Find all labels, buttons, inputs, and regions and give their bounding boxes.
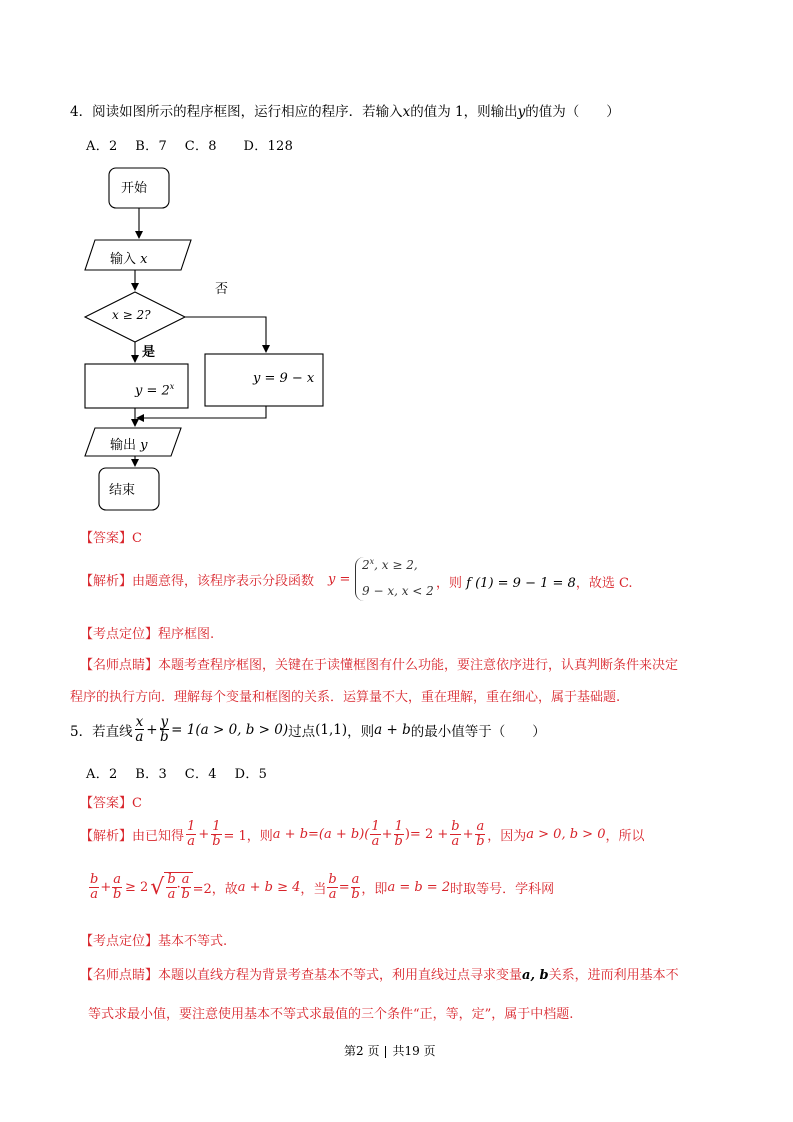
- q5-mingshi-line1: 【名师点睛】本题以直线方程为背景考查基本不等式，利用直线过点寻求变量a, b关系，进而利用基本不: [80, 968, 679, 983]
- q4-analysis: 【解析】由题意得，该程序表示分段函数: [80, 574, 315, 589]
- q4-analysis-result: ，则 f (1) = 9 − 1 = 8，故选 C.: [436, 576, 633, 591]
- page-total: 共19 页: [392, 1044, 436, 1058]
- q4-kaodian: 【考点定位】程序框图.: [80, 627, 215, 642]
- flow-no-formula: y = 9 − x: [253, 371, 315, 386]
- q4-stem: 4．阅读如图所示的程序框图，运行相应的程序．若输入x的值为 1，则输出y的值为（ ）: [70, 104, 620, 120]
- q4-analysis-y: y =: [328, 572, 351, 587]
- piecewise-line2: 9 − x, x < 2: [362, 584, 434, 598]
- q4-mingshi-line1: 【名师点睛】本题考查程序框图，关键在于读懂框图有什么功能，要注意依序进行，认真判断条件来决定: [80, 658, 679, 673]
- flow-start-label: 开始: [121, 181, 148, 196]
- q5-stem: 5． 若直线 $\frac{x}{a}$ + $\frac{y}{b}$ = 1(a > 0, b > 0) 过点 (1,1) ，则 a + b 的最小值等于（ ）: [70, 714, 546, 745]
- flow-yes-formula: $y = 2^x$: [135, 382, 175, 399]
- q5-options: A．2 B．3 C．4 D．5: [86, 767, 268, 782]
- flow-output-label: 输出 y: [110, 438, 148, 453]
- flow-end-label: 结束: [109, 483, 136, 498]
- flow-yes-label: 是: [142, 345, 156, 360]
- q5-analysis-line2: $\frac{b}{a}$ + $\frac{a}{b}$ ≥ 2 √ $\frac{b}{a}$ · $\frac{a}{b}$ =2，故 a + b ≥ 4 ，当 $\frac{b}{a}$ = $\frac{a}{b}$ ，即 a = b = 2 时取等号．学科网: [90, 871, 555, 902]
- page-number: 第2 页: [344, 1044, 380, 1058]
- footer-separator: [385, 1046, 386, 1058]
- flow-no-label: 否: [215, 282, 229, 297]
- q4-answer: 【答案】C: [80, 531, 142, 546]
- flow-condition-label: x ≥ 2?: [112, 308, 151, 322]
- q4-mingshi-line2: 程序的执行方向．理解每个变量和框图的关系．运算量不大，重在理解，重在细心，属于基础题.: [70, 690, 621, 705]
- q4-options: A．2 B．7 C．8 D．128: [86, 139, 294, 154]
- q5-answer: 【答案】C: [80, 796, 142, 811]
- page-footer: [344, 1042, 436, 1059]
- program-flowchart: [70, 160, 340, 520]
- q5-analysis-line1: 【解析】 由已知得 $\frac{1}{a}$ + $\frac{1}{b}$ = 1，则 a + b=(a + b)( $\frac{1}{a}$ + $\frac{1}{b}$ ) = 2 + $\frac{b}{a}$ + $\frac{a}{b}$ ，因为 a > 0, b > 0 ，所以: [80, 819, 645, 849]
- q5-kaodian: 【考点定位】基本不等式.: [80, 934, 228, 949]
- flow-input-label: 输入 x: [110, 252, 148, 267]
- q5-mingshi-line2: 等式求最小值，要注意使用基本不等式求最值的三个条件“正，等，定”，属于中档题.: [88, 1007, 574, 1022]
- piecewise-line1: 2$^x$, x ≥ 2,: [362, 557, 418, 572]
